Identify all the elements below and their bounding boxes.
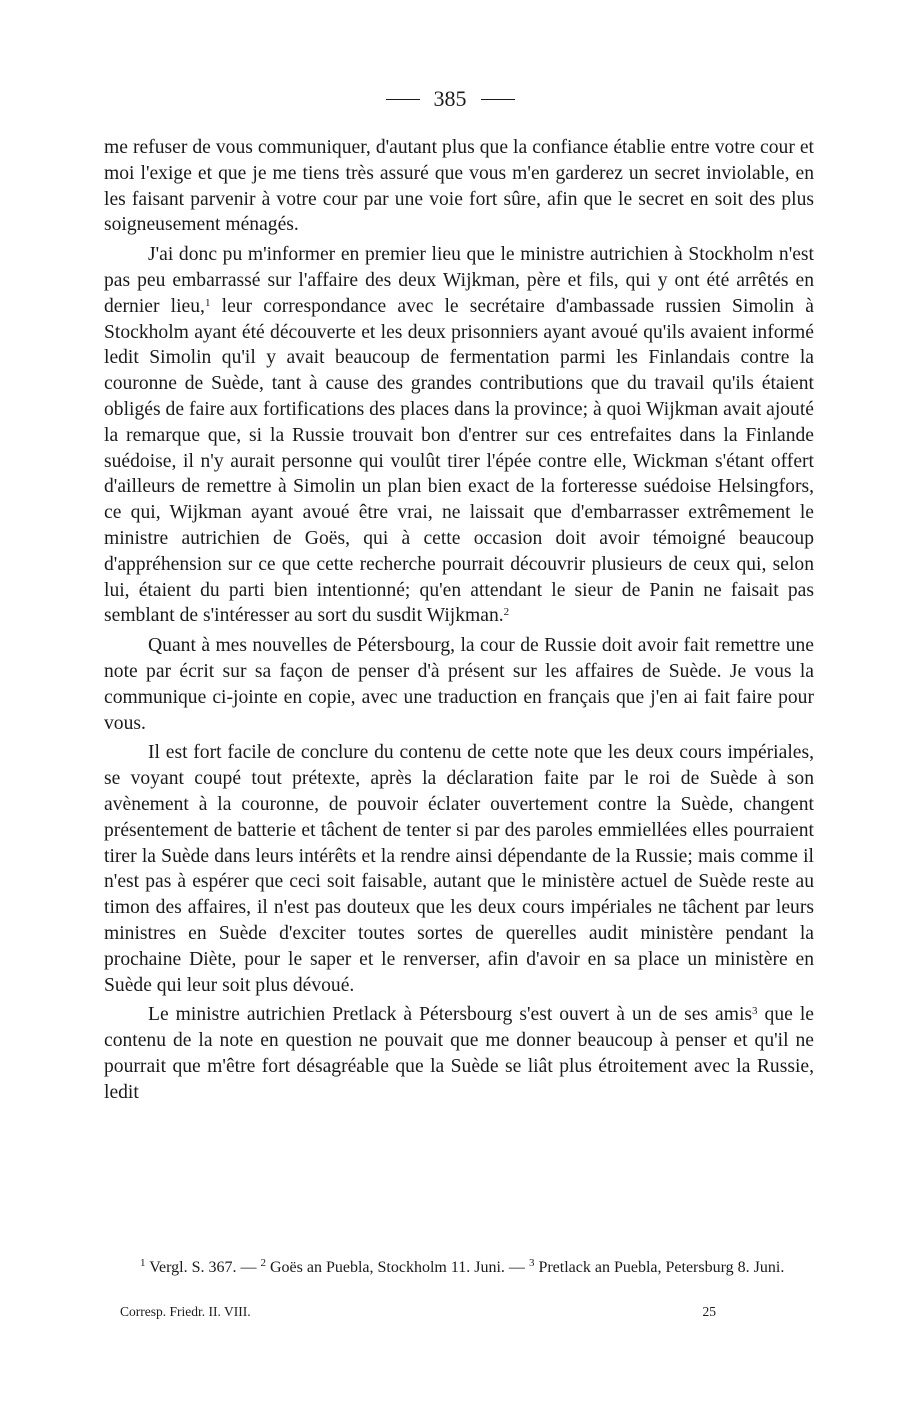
paragraph-4: Il est fort facile de conclure du contenu de cette note que les deux cours impériales, se voyant coupé tout prétexte, après la déclaration faite par le roi de Suède à son avènement à la couronne, de pouvoir éclater ouvertement contre la Suède, changent présentement de batterie et tâchent de tenter si par des paroles emmiellées elles pourraient tirer la Suède dans leurs intérêts et la rendre ainsi dépendante de la Russie; mais comme il n'est pas à espérer que ceci soit faisable, autant que le ministère actuel de Suède reste au timon des affaires, il n'est pas douteux que les deux cours impériales ne tâchent par leurs ministres en Suède d'exciter toutes sortes de querelles audit ministère pendant la prochaine Diète, pour le saper et le renverser, afin d'avoir en sa place un ministère en Suède qui leur soit plus dévoué. (104, 742, 814, 996)
source-line: Corresp. Friedr. II. VIII. (120, 1304, 251, 1319)
footnote-2: Goës an Puebla, Stockholm 11. Juni. — (269, 1259, 525, 1276)
footnote-3: Pretlack an Puebla, Petersburg 8. Juni. (538, 1259, 785, 1276)
footnote-mark-1: 1 (204, 296, 211, 309)
paragraph-3: Quant à mes nouvelles de Pétersbourg, la cour de Russie doit avoir fait remettre une note par écrit sur sa façon de penser d'à présent sur les affaires de Suède. Je vous la communique ci-jointe en copie, avec une traduction en français que j'en ai fait faire pour vous. (104, 635, 814, 734)
footnote-mark-3: 3 (752, 1005, 758, 1018)
footnote-number-3: 3 (528, 1257, 535, 1269)
header-dash-left (386, 99, 420, 100)
footnote-number-2: 2 (260, 1257, 266, 1269)
paragraph-2: J'ai donc pu m'informer en premier lieu que le ministre autrichien à Stockholm n'est pas peu embarrassé sur l'affaire des deux Wijkman, père et fils, qui y ont été arrêtés en dernier lieu,$^1$ leur correspondance avec le secrétaire d'ambassade russien Simolin à Stockholm ayant été découverte et les deux prisonniers ayant avoué qu'ils avaient informé ledit Simolin qu'il y avait beaucoup de fermentation parmi les Finlandais contre la couronne de Suède, tant à cause des grandes contributions que du travail qu'ils étaient obligés de faire aux fortifications des places dans la province; à quoi Wijkman avait ajouté la remarque que, si la Russie trouvait bon d'entrer sur ces entrefaites dans la Finlande suédoise, il n'y aurait personne qui voulût tirer l'épée contre elle, Wickman s'étant offert d'ailleurs de remettre à Simolin un plan bien exact de la forteresse suédoise Helsingfors, ce qui, Wijkman ayant avoué être vrai, ne laissait que d'embarrasser extrêmement le ministre autrichien de Goës, qui à cette occasion doit avoir témoigné beaucoup d'appréhension sur ce que cette recherche pourrait découvrir plusieurs de ceux qui, selon lui, étaient du parti bien intentionné; qu'en attendant le sieur de Panin ne faisait pas semblant de s'intéresser au sort du susdit Wijkman.$^2$ (104, 244, 814, 627)
header-dash-right (481, 99, 515, 100)
main-text (104, 135, 814, 1109)
footnote-1: Vergl. S. 367. — (149, 1259, 257, 1276)
page-number: 385 (433, 86, 467, 111)
footnote-mark-2: 2 (503, 606, 510, 619)
paragraph-5: Le ministre autrichien Pretlack à Pétersbourg s'est ouvert à un de ses amis$^3$ que le contenu de la note en question ne pouvait que me donner beaucoup à penser et qu'il ne pourrait que m'être fort désagréable que la Suède se liât plus étroitement avec la Russie, ledit (104, 1004, 814, 1103)
page-footer (120, 1304, 716, 1320)
page-header (0, 86, 900, 112)
signature-mark: 25 (702, 1304, 716, 1319)
footnote-number-1: 1 (140, 1257, 146, 1269)
footnotes (96, 1257, 808, 1278)
paragraph-1: me refuser de vous communiquer, d'autant plus que la confiance établie entre votre cour et moi l'exige et que je me tiens très assuré que vous m'en garderez un secret inviolable, en les faisant parvenir à votre cour par une voie fort sûre, afin que le secret en soit des plus soigneusement ménagés. (104, 137, 814, 236)
